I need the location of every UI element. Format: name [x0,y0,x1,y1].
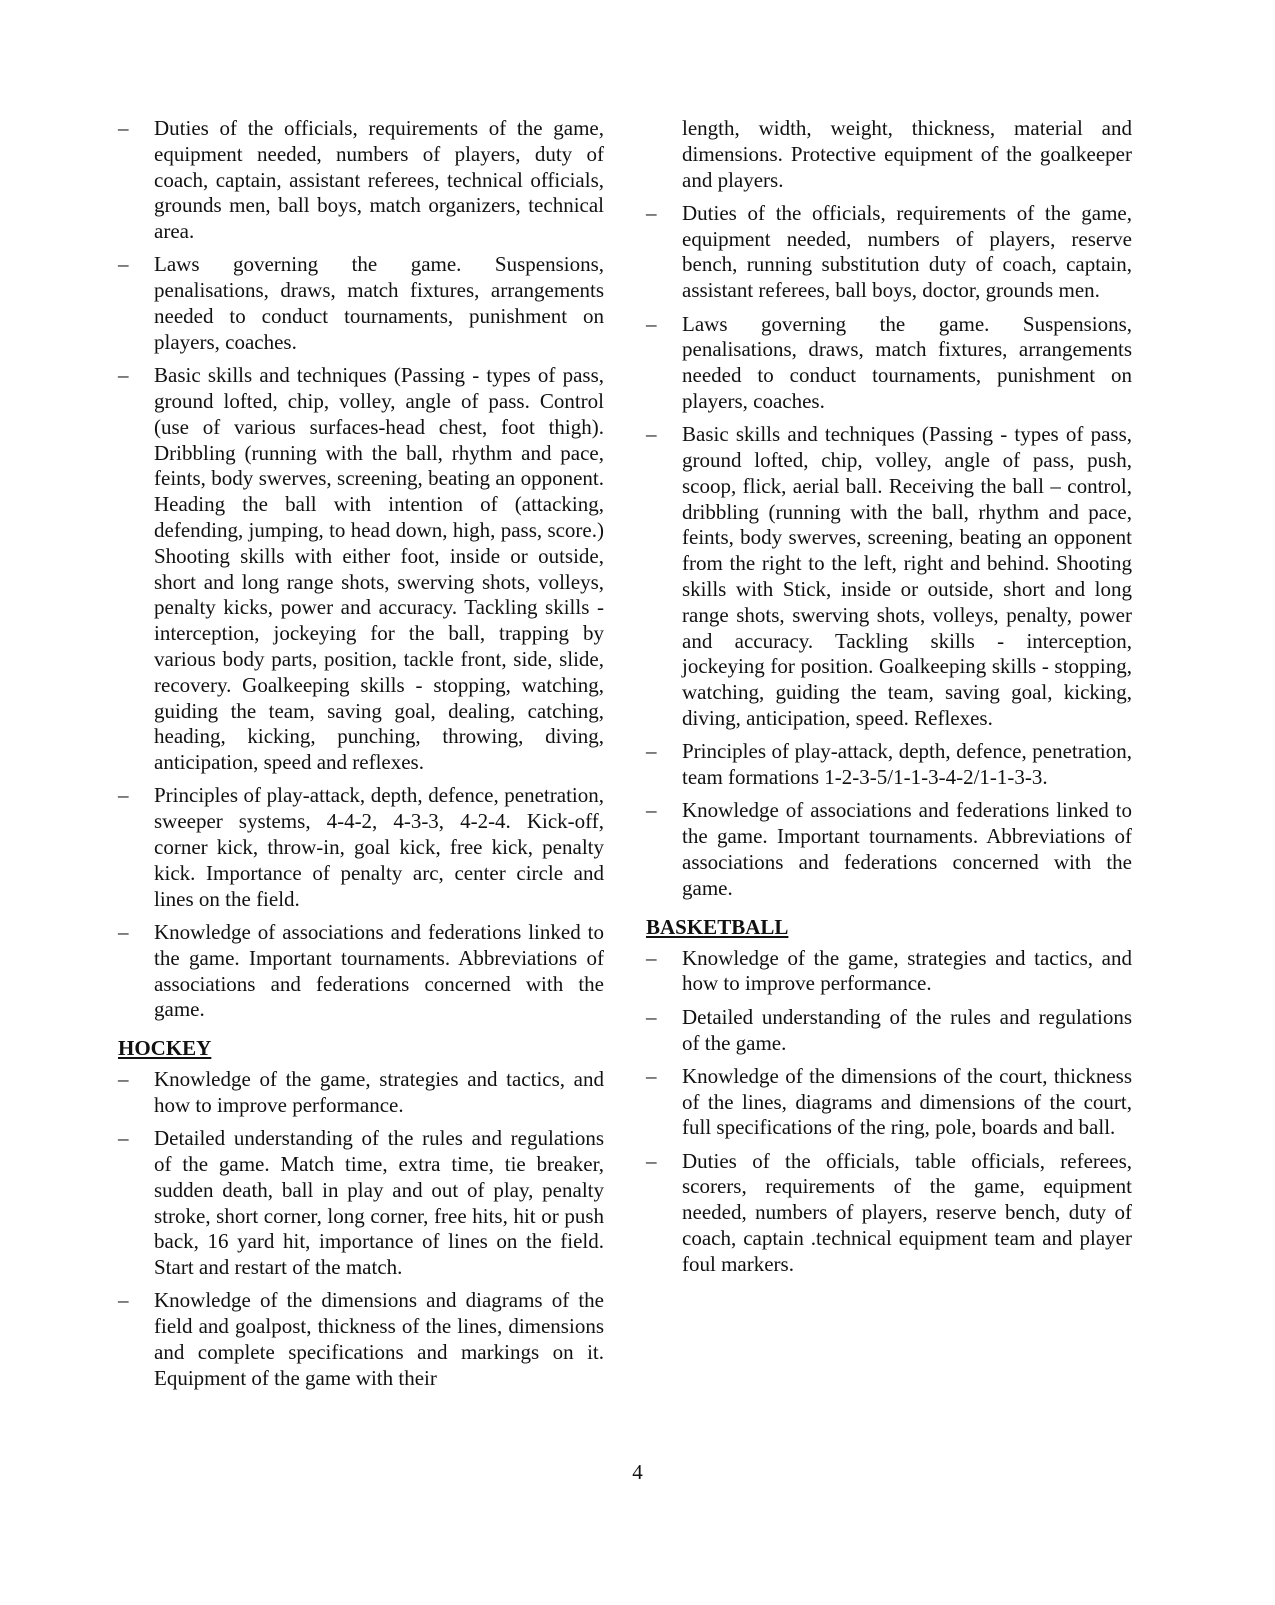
list-item [646,798,1132,901]
list-item-text: Principles of play-attack, depth, defence, penetration, team formations 1-2-3-5/1-1-3-4-2/1-1-3-3. [682,739,1132,790]
bullet-dash: – [118,1067,129,1092]
bullet-dash: – [646,1148,657,1173]
bullet-dash: – [646,1063,657,1088]
right-column [646,116,1132,1285]
left-column [118,116,604,1399]
bullet-dash: – [646,422,657,447]
bullet-dash: – [118,783,129,808]
bullet-dash: – [646,945,657,970]
list-item-text: Basic skills and techniques (Passing - types of pass, ground lofted, chip, volley, angle of pass, push, scoop, flick, aerial ball. Receiving the ball – control, dribbling (running with the ball, rhythm and pace, feints, body swerves, screening, beating an opponent from the right to the left, right and behind. Shooting skills with Stick, inside or outside, short and long range shots, swerving shots, volleys, penalty, power and accuracy. Tackling skills - interception, jockeying for position. Goalkeeping skills - stopping, watching, guiding the team, saving goal, kicking, diving, anticipation, speed. Reflexes. [682,422,1132,731]
basketball-heading: BASKETBALL [646,914,789,939]
list-item [646,1064,1132,1141]
list-item-text: Knowledge of the dimensions and diagrams of the field and goalpost, thickness of the lines, dimensions and complete specifications and markings on it. Equipment of the game with their [154,1288,604,1390]
list-item [118,1288,604,1391]
list-item [646,946,1132,998]
bullet-dash: – [118,363,129,388]
list-item [646,201,1132,304]
list-item-text: Detailed understanding of the rules and regulations of the game. Match time, extra time, tie breaker, sudden death, ball in play and out of play, penalty stroke, short corner, long corner, free hits, hit or push back, 16 yard hit, importance of lines on the field. Start and restart of the match. [154,1126,604,1280]
bullet-dash: – [118,116,129,140]
hockey-heading: HOCKEY [118,1036,212,1061]
list-item [646,422,1132,732]
list-item [646,1149,1132,1278]
bullet-dash: – [118,1126,129,1151]
bullet-dash: – [646,739,657,764]
list-item-text: Basic skills and techniques (Passing - types of pass, ground lofted, chip, volley, angle of pass. Control (use of various surfaces-head chest, foot thigh). Dribbling (running with the ball, rhythm and pace, feints, body swerves, screening, beating an opponent. Heading the ball with intention of (attacking, defending, jumping, to head down, high, pass, score.) Shooting skills with either foot, inside or outside, short and long range shots, swerving shots, volleys, penalty kicks, power and accuracy. Tackling skills - interception, jockeying for the ball, trapping by various body parts, position, tackle front, side, slide, recovery. Goalkeeping skills - stopping, watching, guiding the team, saving goal, dealing, catching, heading, kicking, punching, throwing, diving, anticipation, speed and reflexes. [154,363,604,775]
list-item [118,920,604,1023]
bullet-dash: – [118,252,129,277]
list-item-text: Knowledge of the dimensions of the court, thickness of the lines, diagrams and dimensions of the court, full specifications of the ring, pole, boards and ball. [682,1063,1132,1140]
list-item [118,363,604,776]
basketball-list [646,946,1132,1278]
list-item [646,1005,1132,1057]
list-item [646,739,1132,791]
left-top-list [118,116,604,1023]
list-item [118,252,604,355]
list-item [118,783,604,912]
list-item-text: Knowledge of the game, strategies and tactics, and how to improve performance. [682,945,1132,996]
list-item [646,312,1132,415]
list-item-text: Knowledge of associations and federations linked to the game. Important tournaments. Abbreviations of associations and federations concerned with the game. [682,798,1132,900]
list-item-text: Knowledge of associations and federations linked to the game. Important tournaments. Abbreviations of associations and federations concerned with the game. [154,919,604,1022]
list-item-text: Duties of the officials, requirements of the game, equipment needed, numbers of players, duty of coach, captain, assistant referees, technical officials, grounds men, ball boys, match organizers, technical area. [154,116,604,244]
list-item [118,1067,604,1119]
bullet-dash: – [646,798,657,823]
list-item-text: Duties of the officials, requirements of the game, equipment needed, numbers of players, reserve bench, running substitution duty of coach, captain, assistant referees, ball boys, doctor, grounds men. [682,200,1132,303]
bullet-dash: – [646,200,657,225]
list-item-text: Laws governing the game. Suspensions, penalisations, draws, match fixtures, arrangements needed to conduct tournaments, punishment on players, coaches. [154,252,604,354]
hockey-list [118,1067,604,1392]
bullet-dash: – [118,1288,129,1313]
bullet-dash: – [118,919,129,944]
page-number: 4 [632,1460,643,1484]
list-item-text: Principles of play-attack, depth, defence, penetration, sweeper systems, 4-4-2, 4-3-3, 4-2-4. Kick-off, corner kick, throw-in, goal kick, free kick, penalty kick. Importance of penalty arc, center circle and lines on the field. [154,783,604,911]
list-item [118,116,604,245]
list-item [118,1126,604,1281]
list-item-text: Duties of the officials, table officials, referees, scorers, requirements of the game, equipment needed, numbers of players, reserve bench, duty of coach, captain .technical equipment team and player foul markers. [682,1148,1132,1276]
list-item-text: Laws governing the game. Suspensions, penalisations, draws, match fixtures, arrangements needed to conduct tournaments, punishment on players, coaches. [682,311,1132,413]
list-item-text: Detailed understanding of the rules and regulations of the game. [682,1004,1132,1055]
continued-paragraph: length, width, weight, thickness, material and dimensions. Protective equipment of the goalkeeper and players. [682,116,1132,192]
list-item-text: Knowledge of the game, strategies and tactics, and how to improve performance. [154,1067,604,1117]
bullet-dash: – [646,311,657,336]
bullet-dash: – [646,1004,657,1029]
right-top-list [646,201,1132,902]
